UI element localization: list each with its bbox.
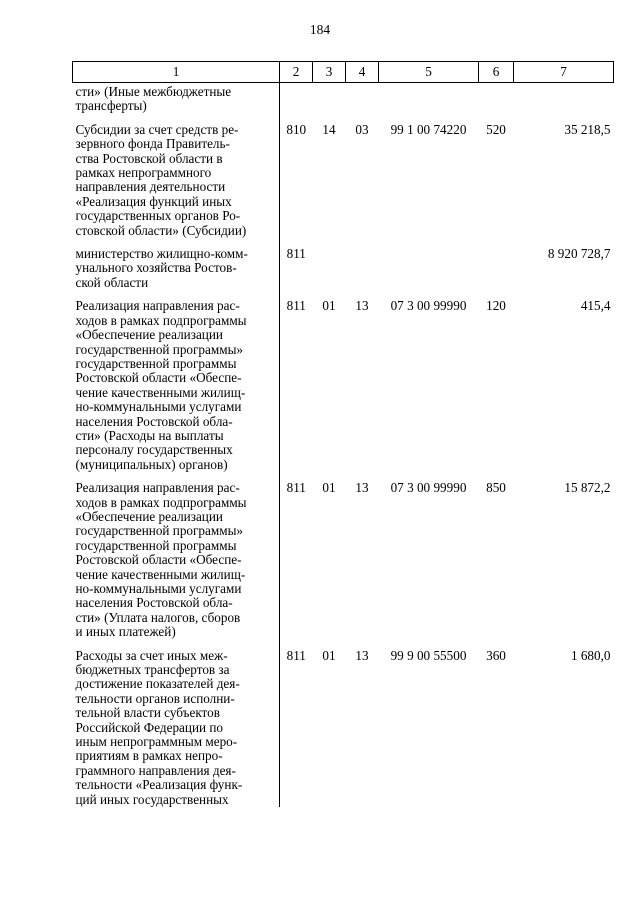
amount-cell: 35 218,5 <box>564 121 611 137</box>
target-article-cell: 99 1 00 74220 <box>390 121 467 137</box>
amount-cell: 15 872,2 <box>564 480 611 496</box>
section-code-cell <box>313 247 346 299</box>
target-article-cell <box>379 247 479 299</box>
item-name-line: государственной программы <box>75 355 237 371</box>
table-row <box>73 481 614 648</box>
item-name-line: иным непрограммным меро- <box>75 734 238 750</box>
item-name-line: чение качественными жилищ- <box>75 384 246 400</box>
admin-code-cell: 811 <box>286 647 306 663</box>
item-name-cell <box>73 299 280 481</box>
item-name-cell <box>73 247 280 299</box>
item-name-line: приятиям в рамках непро- <box>75 748 223 764</box>
expense-type-cell: 120 <box>486 298 506 314</box>
item-name-line: зервного фонда Правитель- <box>75 136 230 152</box>
item-name-cell <box>73 123 280 247</box>
item-name-line: бюджетных трансфертов за <box>75 662 230 678</box>
item-name-line: министерство жилищно-комм- <box>75 246 248 262</box>
subsection-code-cell: 13 <box>355 480 369 496</box>
item-name-line: «Реализация функций иных <box>75 193 232 209</box>
item-name-line: населения Ростовской обла- <box>75 595 233 611</box>
header-col-6: 6 <box>479 62 514 83</box>
item-name-line: государственной программы» <box>75 523 244 539</box>
page-number: 184 <box>309 22 331 37</box>
header-col-2: 2 <box>280 62 313 83</box>
expense-type-cell: 360 <box>486 647 506 663</box>
admin-code-cell: 811 <box>286 246 306 262</box>
item-name-line: и иных платежей) <box>75 624 176 640</box>
table-row <box>73 299 614 481</box>
section-code-cell <box>313 83 346 123</box>
section-code-cell: 01 <box>322 480 336 496</box>
item-name-line: трансферты) <box>75 98 147 114</box>
header-col-7: 7 <box>514 62 614 83</box>
item-name-line: тельной власти субъектов <box>75 705 220 721</box>
expense-type-cell <box>479 83 514 123</box>
subsection-code-cell: 13 <box>355 647 369 663</box>
item-name-line: достижение показателей дея- <box>75 676 240 692</box>
section-code-cell: 01 <box>322 647 336 663</box>
item-name-cell <box>73 83 280 123</box>
expense-type-cell: 520 <box>486 121 506 137</box>
header-row <box>73 62 614 83</box>
item-name-line: государственной программы» <box>75 341 244 357</box>
item-name-line: стовской области» (Субсидии) <box>75 222 247 238</box>
item-name-line: унального хозяйства Ростов- <box>75 260 237 276</box>
item-name-line: государственных органов Ро- <box>75 208 241 224</box>
item-name-line: ходов в рамках подпрограммы <box>75 312 247 328</box>
item-name-cell <box>73 481 280 648</box>
amount-cell: 415,4 <box>580 298 611 314</box>
item-name-line: тельности органов исполни- <box>75 690 235 706</box>
item-name-line: ской области <box>75 274 149 290</box>
item-name-line: Расходы за счет иных меж- <box>75 647 228 663</box>
section-code-cell: 01 <box>322 298 336 314</box>
item-name-line: ций иных государственных <box>75 791 229 807</box>
header-col-5: 5 <box>379 62 479 83</box>
item-name-line: но-коммунальными услугами <box>75 399 242 415</box>
target-article-cell: 99 9 00 55500 <box>390 647 467 663</box>
item-name-line: рамках непрограммного <box>75 165 212 181</box>
item-name-line: направления деятельности <box>75 179 226 195</box>
item-name-line: «Обеспечение реализации <box>75 327 223 343</box>
item-name-line: граммного направления дея- <box>75 762 236 778</box>
header-col-3: 3 <box>313 62 346 83</box>
table-row <box>73 247 614 299</box>
item-name-line: сти» (Иные межбюджетные <box>75 84 232 99</box>
item-name-line: населения Ростовской обла- <box>75 413 233 429</box>
item-name-line: государственной программы <box>75 537 237 553</box>
subsection-code-cell: 03 <box>355 121 369 137</box>
item-name-line: сти» (Уплата налогов, сборов <box>75 609 241 625</box>
item-name-line: Реализация направления рас- <box>75 298 240 314</box>
item-name-line: Российской Федерации по <box>75 719 224 735</box>
table-row <box>73 649 614 807</box>
item-name-line: Ростовской области «Обеспе- <box>75 552 242 568</box>
item-name-line: персоналу государственных <box>75 442 233 458</box>
subsection-code-cell: 13 <box>355 298 369 314</box>
expense-type-cell <box>479 247 514 299</box>
subsection-code-cell <box>346 247 379 299</box>
admin-code-cell: 811 <box>286 480 306 496</box>
item-name-line: ства Ростовской области в <box>75 150 223 166</box>
item-name-line: Субсидии за счет средств ре- <box>75 121 239 137</box>
budget-table <box>72 61 614 807</box>
item-name-line: тельности «Реализация функ- <box>75 777 243 793</box>
target-article-cell: 07 3 00 99990 <box>390 480 467 496</box>
amount-cell <box>514 83 614 123</box>
item-name-line: сти» (Расходы на выплаты <box>75 427 224 443</box>
item-name-line: Реализация направления рас- <box>75 480 240 496</box>
admin-code-cell: 811 <box>286 298 306 314</box>
admin-code-cell: 810 <box>286 121 307 137</box>
expense-type-cell: 850 <box>486 480 506 496</box>
item-name-cell <box>73 649 280 807</box>
target-article-cell <box>379 83 479 123</box>
target-article-cell: 07 3 00 99990 <box>390 298 467 314</box>
header-col-1: 1 <box>73 62 280 83</box>
item-name-line: (муниципальных) органов) <box>75 456 228 472</box>
header-col-4: 4 <box>346 62 379 83</box>
table-row <box>73 83 614 123</box>
item-name-line: Ростовской области «Обеспе- <box>75 370 242 386</box>
item-name-line: чение качественными жилищ- <box>75 566 246 582</box>
item-name-line: но-коммунальными услугами <box>75 581 242 596</box>
admin-code-cell <box>280 83 313 123</box>
table-row <box>73 123 614 247</box>
item-name-line: ходов в рамках подпрограммы <box>75 494 247 510</box>
subsection-code-cell <box>346 83 379 123</box>
amount-cell: 8 920 728,7 <box>547 246 611 262</box>
section-code-cell: 14 <box>322 121 336 137</box>
item-name-line: «Обеспечение реализации <box>75 508 223 524</box>
amount-cell: 1 680,0 <box>570 647 611 663</box>
